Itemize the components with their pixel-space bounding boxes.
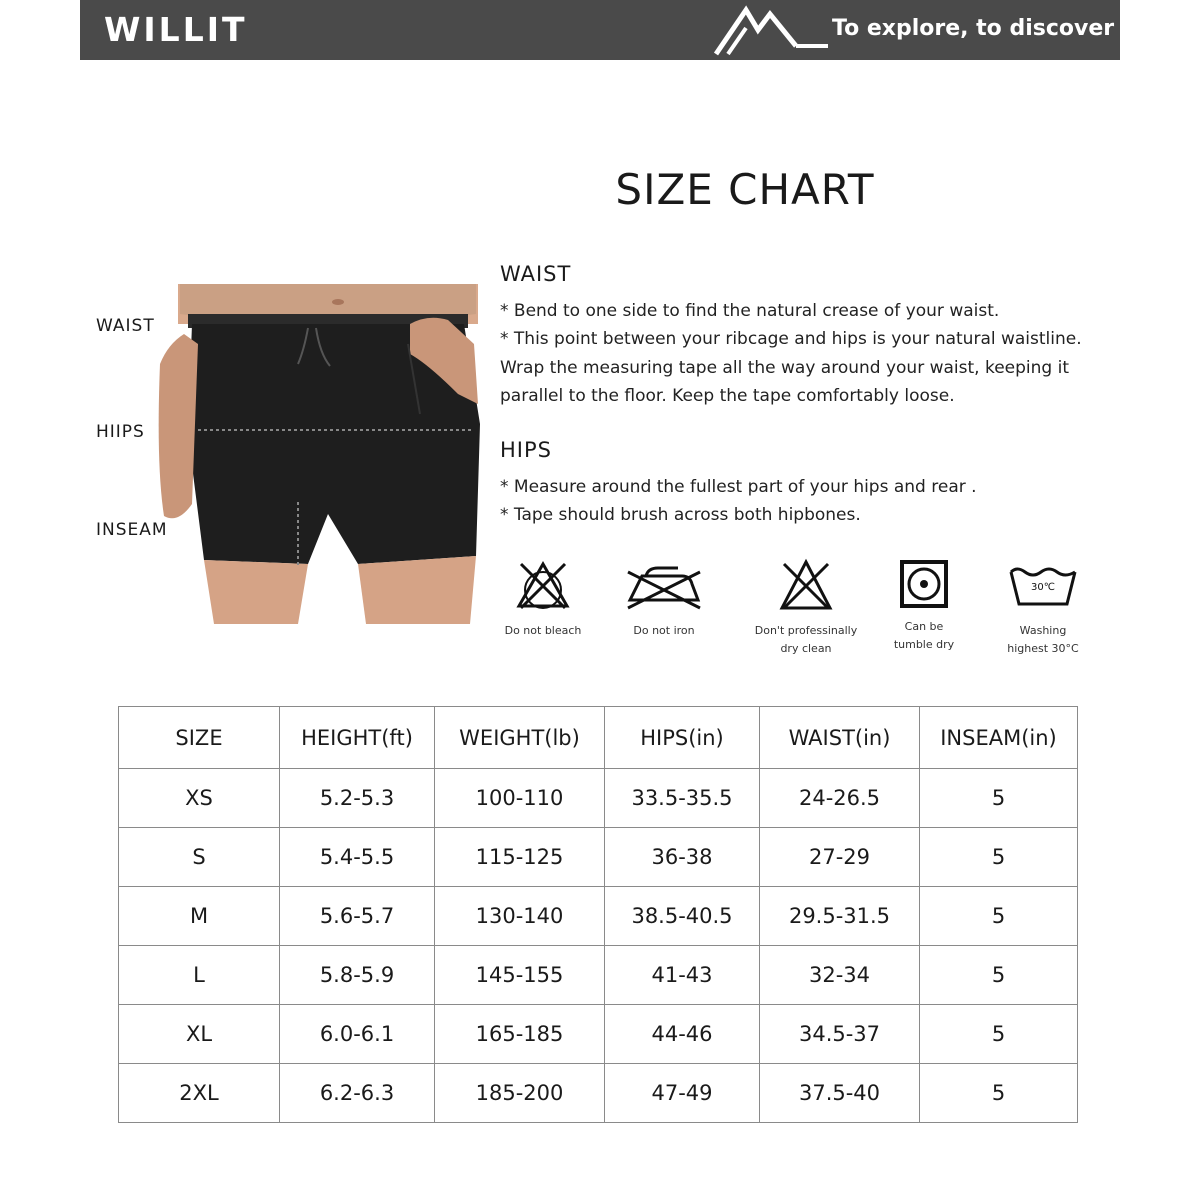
- table-cell: 24-26.5: [760, 769, 920, 828]
- care-label: Washing highest 30°C: [1007, 624, 1079, 655]
- table-cell: 5: [920, 946, 1078, 1005]
- tumble-dry-icon: [898, 558, 950, 610]
- waist-bullet-2-text: * This point between your ribcage and hips is your natural waistline. Wrap the measuring tape all the way around your waist, keeping it parallel to the floor. Keep the tape comfortably loose.: [500, 329, 1082, 406]
- care-item-dry-clean: [746, 558, 866, 658]
- column-header: WEIGHT(lb): [435, 707, 605, 769]
- waist-section-title: WAIST: [500, 262, 572, 286]
- hips-bullet-2: * Tape should brush across both hipbones.: [500, 505, 861, 525]
- model-label-hips: HIIPS: [96, 422, 145, 442]
- care-item-iron: [604, 558, 724, 640]
- do-not-iron-icon: [622, 558, 706, 614]
- table-cell: 37.5-40: [760, 1064, 920, 1123]
- table-cell: 47-49: [605, 1064, 760, 1123]
- wash-temp-text: 30℃: [1031, 582, 1055, 593]
- table-cell: 5.2-5.3: [280, 769, 435, 828]
- table-cell: 5.8-5.9: [280, 946, 435, 1005]
- table-cell: 41-43: [605, 946, 760, 1005]
- slogan: To explore, to discover: [832, 16, 1115, 41]
- table-cell: 5: [920, 828, 1078, 887]
- table-cell: 185-200: [435, 1064, 605, 1123]
- brand-logo: WILLIT: [104, 10, 248, 49]
- table-cell: 6.2-6.3: [280, 1064, 435, 1123]
- care-item-tumble-dry: [864, 558, 984, 654]
- care-item-wash: [983, 558, 1103, 658]
- table-row: [119, 828, 1078, 887]
- waist-bullet-2: [500, 325, 1110, 411]
- wash-30-icon: [1007, 558, 1079, 614]
- table-cell: 130-140: [435, 887, 605, 946]
- table-cell: 32-34: [760, 946, 920, 1005]
- table-row: [119, 887, 1078, 946]
- table-cell: 165-185: [435, 1005, 605, 1064]
- table-cell: 38.5-40.5: [605, 887, 760, 946]
- table-row: [119, 946, 1078, 1005]
- column-header: HEIGHT(ft): [280, 707, 435, 769]
- page-title: SIZE CHART: [615, 165, 875, 214]
- hips-section-title: HIPS: [500, 438, 552, 462]
- table-cell: 34.5-37: [760, 1005, 920, 1064]
- table-cell: S: [119, 828, 280, 887]
- model-label-inseam: INSEAM: [96, 520, 168, 540]
- column-header: INSEAM(in): [920, 707, 1078, 769]
- column-header: SIZE: [119, 707, 280, 769]
- table-cell: 6.0-6.1: [280, 1005, 435, 1064]
- header-bar: [80, 0, 1120, 60]
- size-table: [118, 706, 1078, 1123]
- care-label: Do not bleach: [504, 624, 582, 637]
- do-not-dry-clean-icon: [778, 558, 834, 614]
- table-row: [119, 1064, 1078, 1123]
- table-cell: XL: [119, 1005, 280, 1064]
- table-cell: 5: [920, 1064, 1078, 1123]
- table-cell: L: [119, 946, 280, 1005]
- model-shorts-illustration: [158, 284, 484, 624]
- table-cell: 5.6-5.7: [280, 887, 435, 946]
- table-cell: XS: [119, 769, 280, 828]
- table-cell: 5: [920, 769, 1078, 828]
- table-cell: 29.5-31.5: [760, 887, 920, 946]
- table-cell: 115-125: [435, 828, 605, 887]
- care-label: Don't professinally dry clean: [754, 624, 858, 655]
- table-cell: 27-29: [760, 828, 920, 887]
- table-cell: 5.4-5.5: [280, 828, 435, 887]
- column-header: HIPS(in): [605, 707, 760, 769]
- care-label: Can be tumble dry: [893, 620, 955, 651]
- table-header-row: [119, 707, 1078, 769]
- care-label: Do not iron: [633, 624, 695, 637]
- table-cell: 44-46: [605, 1005, 760, 1064]
- hips-bullet-1: * Measure around the fullest part of your hips and rear .: [500, 477, 977, 497]
- column-header: WAIST(in): [760, 707, 920, 769]
- table-cell: 100-110: [435, 769, 605, 828]
- size-table-body: [119, 707, 1078, 1123]
- table-cell: 5: [920, 887, 1078, 946]
- mountain-logo-icon: [710, 2, 830, 58]
- do-not-bleach-icon: [515, 558, 571, 614]
- table-cell: 36-38: [605, 828, 760, 887]
- table-row: [119, 769, 1078, 828]
- waist-bullet-1: * Bend to one side to find the natural crease of your waist.: [500, 301, 1000, 321]
- table-cell: 2XL: [119, 1064, 280, 1123]
- table-cell: 5: [920, 1005, 1078, 1064]
- table-cell: 33.5-35.5: [605, 769, 760, 828]
- table-cell: M: [119, 887, 280, 946]
- table-cell: 145-155: [435, 946, 605, 1005]
- table-row: [119, 1005, 1078, 1064]
- care-item-bleach: [483, 558, 603, 640]
- model-label-waist: WAIST: [96, 316, 155, 336]
